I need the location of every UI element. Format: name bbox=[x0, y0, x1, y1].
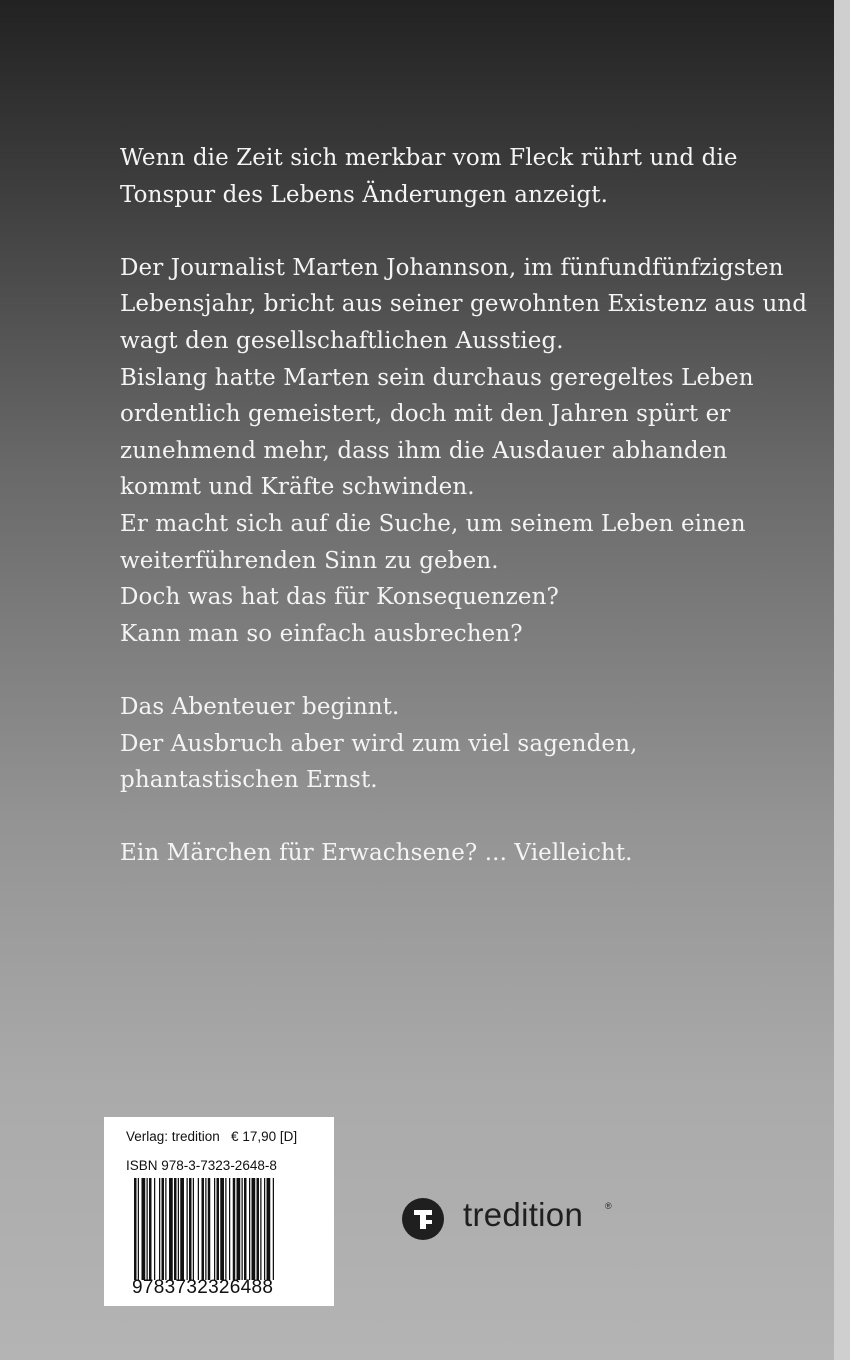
barcode-bar bbox=[267, 1178, 271, 1280]
blurb-line: Lebensjahr, bricht aus seiner gewohnten Existenz aus und bbox=[120, 291, 808, 318]
barcode-bar bbox=[237, 1178, 241, 1280]
barcode-bar bbox=[154, 1178, 155, 1280]
blurb-line: Der Ausbruch aber wird zum viel sagenden, bbox=[120, 730, 638, 757]
barcode-bar bbox=[205, 1178, 206, 1280]
barcode-bar bbox=[149, 1178, 152, 1280]
barcode-bar bbox=[225, 1178, 226, 1280]
blurb-line: zunehmend mehr, dass ihm die Ausdauer abhanden bbox=[120, 437, 728, 464]
barcode-bar bbox=[134, 1178, 137, 1280]
blurb-line: Kann man so einfach ausbrechen? bbox=[120, 620, 523, 647]
blurb-line: Das Abenteuer beginnt. bbox=[120, 693, 400, 720]
barcode-bar bbox=[233, 1178, 236, 1280]
blurb-line: Tonspur des Lebens Änderungen anzeigt. bbox=[120, 181, 608, 208]
isbn-barcode-box bbox=[104, 1117, 334, 1306]
barcode-bar bbox=[264, 1178, 265, 1280]
isbn-label: ISBN 978-3-7323-2648-8 bbox=[126, 1158, 277, 1173]
blurb-line: Der Journalist Marten Johannson, im fünfundfünfzigsten bbox=[120, 254, 784, 281]
blurb-line: wagt den gesellschaftlichen Ausstieg. bbox=[120, 327, 564, 354]
blurb-line: kommt und Kräfte schwinden. bbox=[120, 474, 475, 501]
barcode-bars bbox=[134, 1178, 304, 1280]
barcode-bar bbox=[142, 1178, 146, 1280]
barcode-bar bbox=[257, 1178, 260, 1280]
blurb-line: Bislang hatte Marten sein durchaus geregeltes Leben bbox=[120, 364, 754, 391]
blurb-line: Ein Märchen für Erwachsene? ... Vielleicht. bbox=[120, 840, 633, 867]
barcode-bar bbox=[202, 1178, 205, 1280]
registered-mark: ® bbox=[605, 1201, 612, 1211]
barcode-bar bbox=[180, 1178, 184, 1280]
blurb-text bbox=[120, 140, 808, 872]
barcode-bar bbox=[244, 1178, 247, 1280]
barcode-bar bbox=[220, 1178, 224, 1280]
publisher-price: Verlag: tredition € 17,90 [D] bbox=[126, 1129, 298, 1144]
barcode-bar bbox=[174, 1178, 177, 1280]
blurb-line: Er macht sich auf die Suche, um seinem Leben einen bbox=[120, 510, 746, 537]
barcode-bar bbox=[178, 1178, 179, 1280]
cover-edge bbox=[834, 0, 850, 1360]
blurb-line: weiterführenden Sinn zu geben. bbox=[120, 547, 499, 574]
barcode-bar bbox=[260, 1178, 261, 1280]
barcode-bar bbox=[249, 1178, 250, 1280]
blurb-line: phantastischen Ernst. bbox=[120, 767, 378, 794]
barcode-bar bbox=[214, 1178, 215, 1280]
tredition-logo-icon bbox=[402, 1198, 444, 1240]
barcode-bar bbox=[208, 1178, 211, 1280]
barcode-number: 9783732326488 bbox=[132, 1277, 274, 1298]
barcode-bar bbox=[273, 1178, 274, 1280]
blurb-line: Wenn die Zeit sich merkbar vom Fleck rührt und die bbox=[120, 145, 738, 171]
blurb-line: ordentlich gemeistert, doch mit den Jahren spürt er bbox=[120, 401, 731, 428]
barcode-bar bbox=[242, 1178, 243, 1280]
barcode-bar bbox=[229, 1178, 230, 1280]
barcode-bar bbox=[187, 1178, 188, 1280]
barcode-bar bbox=[147, 1178, 148, 1280]
barcode-bar bbox=[162, 1178, 165, 1280]
barcode-bar bbox=[159, 1178, 160, 1280]
barcode-bar bbox=[193, 1178, 194, 1280]
barcode-bar bbox=[198, 1178, 199, 1280]
barcode-bar bbox=[169, 1178, 173, 1280]
barcode-bar bbox=[189, 1178, 192, 1280]
barcode-bar bbox=[252, 1178, 256, 1280]
barcode-bar bbox=[165, 1178, 166, 1280]
barcode-bar bbox=[217, 1178, 220, 1280]
blurb-line: Doch was hat das für Konsequenzen? bbox=[120, 584, 559, 611]
publisher-name: tredition bbox=[463, 1196, 584, 1233]
barcode-bar bbox=[138, 1178, 139, 1280]
